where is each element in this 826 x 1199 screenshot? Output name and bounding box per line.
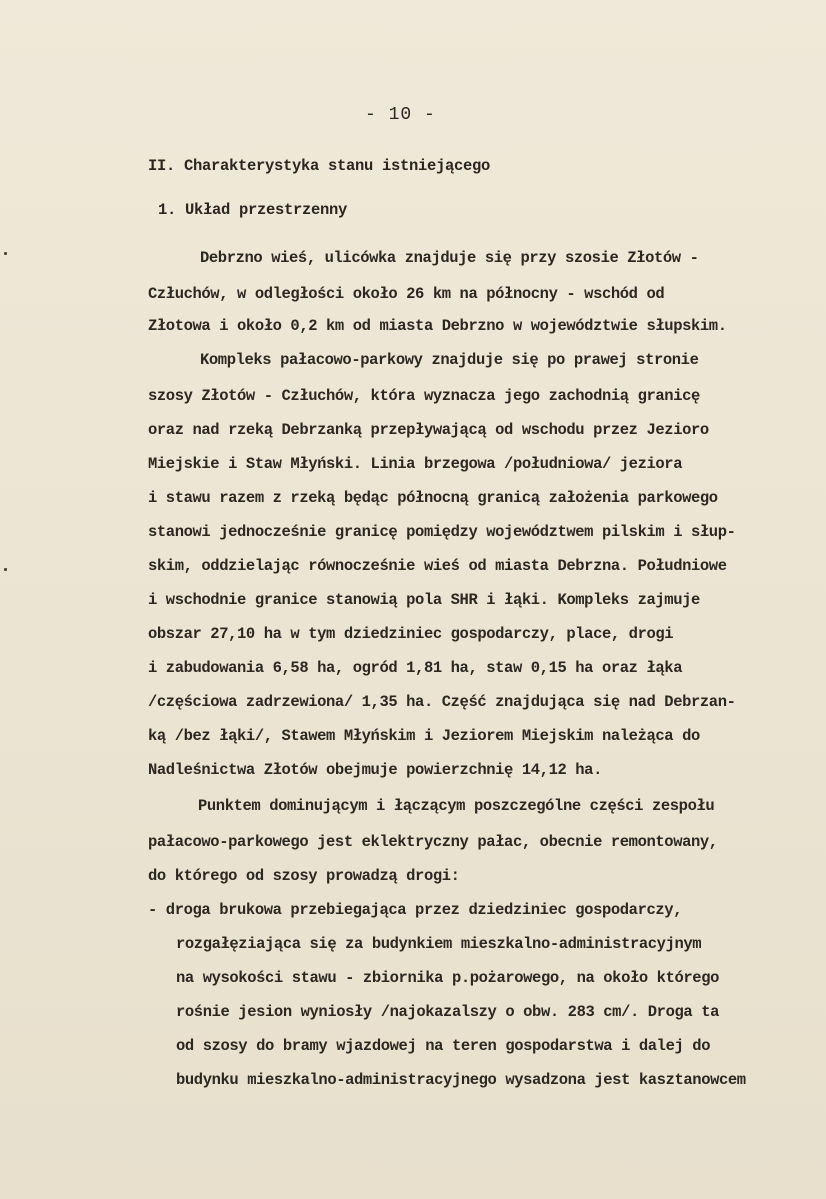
list-item-line: od szosy do bramy wjazdowej na teren gospodarstwa i dalej do [176, 1037, 711, 1055]
body-line: pałacowo-parkowego jest eklektryczny pałac, obecnie remontowany, [148, 833, 718, 851]
body-line: Kompleks pałacowo-parkowy znajduje się po prawej stronie [200, 351, 699, 369]
body-line: /częściowa zadrzewiona/ 1,35 ha. Część znajdująca się nad Debrzan- [148, 693, 736, 711]
body-line: Debrzno wieś, ulicówka znajduje się przy szosie Złotów - [200, 249, 699, 267]
margin-punch-mark [4, 568, 7, 571]
body-line: szosy Złotów - Człuchów, która wyznacza jego zachodnią granicę [148, 387, 700, 405]
body-line: skim, oddzielając równocześnie wieś od miasta Debrzna. Południowe [148, 557, 727, 575]
body-line: Nadleśnictwa Złotów obejmuje powierzchnię 14,12 ha. [148, 761, 602, 779]
list-item-line: rozgałęziająca się za budynkiem mieszkalno-administracyjnym [176, 935, 702, 953]
body-line: obszar 27,10 ha w tym dziedziniec gospodarczy, place, drogi [148, 625, 674, 643]
body-line: Miejskie i Staw Młyński. Linia brzegowa /południowa/ jeziora [148, 455, 683, 473]
body-line: i wschodnie granice stanowią pola SHR i łąki. Kompleks zajmuje [148, 591, 700, 609]
body-line: Złotowa i około 0,2 km od miasta Debrzno w województwie słupskim. [148, 317, 727, 335]
list-item-line: na wysokości stawu - zbiornika p.pożarowego, na około którego [176, 969, 719, 987]
subsection-heading: 1. Układ przestrzenny [158, 201, 348, 219]
page-number: - 10 - [365, 105, 436, 125]
list-item-line: rośnie jesion wyniosły /najokazalszy o obw. 283 cm/. Droga ta [176, 1003, 719, 1021]
body-line: oraz nad rzeką Debrzanką przepływającą od wschodu przez Jezioro [148, 421, 709, 439]
body-line: ką /bez łąki/, Stawem Młyńskim i Jeziorem Miejskim należąca do [148, 727, 700, 745]
body-line: Człuchów, w odległości około 26 km na północny - wschód od [148, 285, 665, 303]
margin-punch-mark [4, 252, 7, 255]
body-line: i stawu razem z rzeką będąc północną granicą założenia parkowego [148, 489, 718, 507]
section-heading: II. Charakterystyka stanu istniejącego [148, 157, 491, 175]
list-item-line: budynku mieszkalno-administracyjnego wysadzona jest kasztanowcem [176, 1071, 746, 1089]
body-line: Punktem dominującym i łączącym poszczególne części zespołu [198, 797, 715, 815]
list-item-line: - droga brukowa przebiegająca przez dziedziniec gospodarczy, [148, 901, 683, 919]
body-line: do którego od szosy prowadzą drogi: [148, 867, 460, 885]
body-line: i zabudowania 6,58 ha, ogród 1,81 ha, staw 0,15 ha oraz łąka [148, 659, 683, 677]
body-line: stanowi jednocześnie granicę pomiędzy województwem pilskim i słup- [148, 523, 736, 541]
